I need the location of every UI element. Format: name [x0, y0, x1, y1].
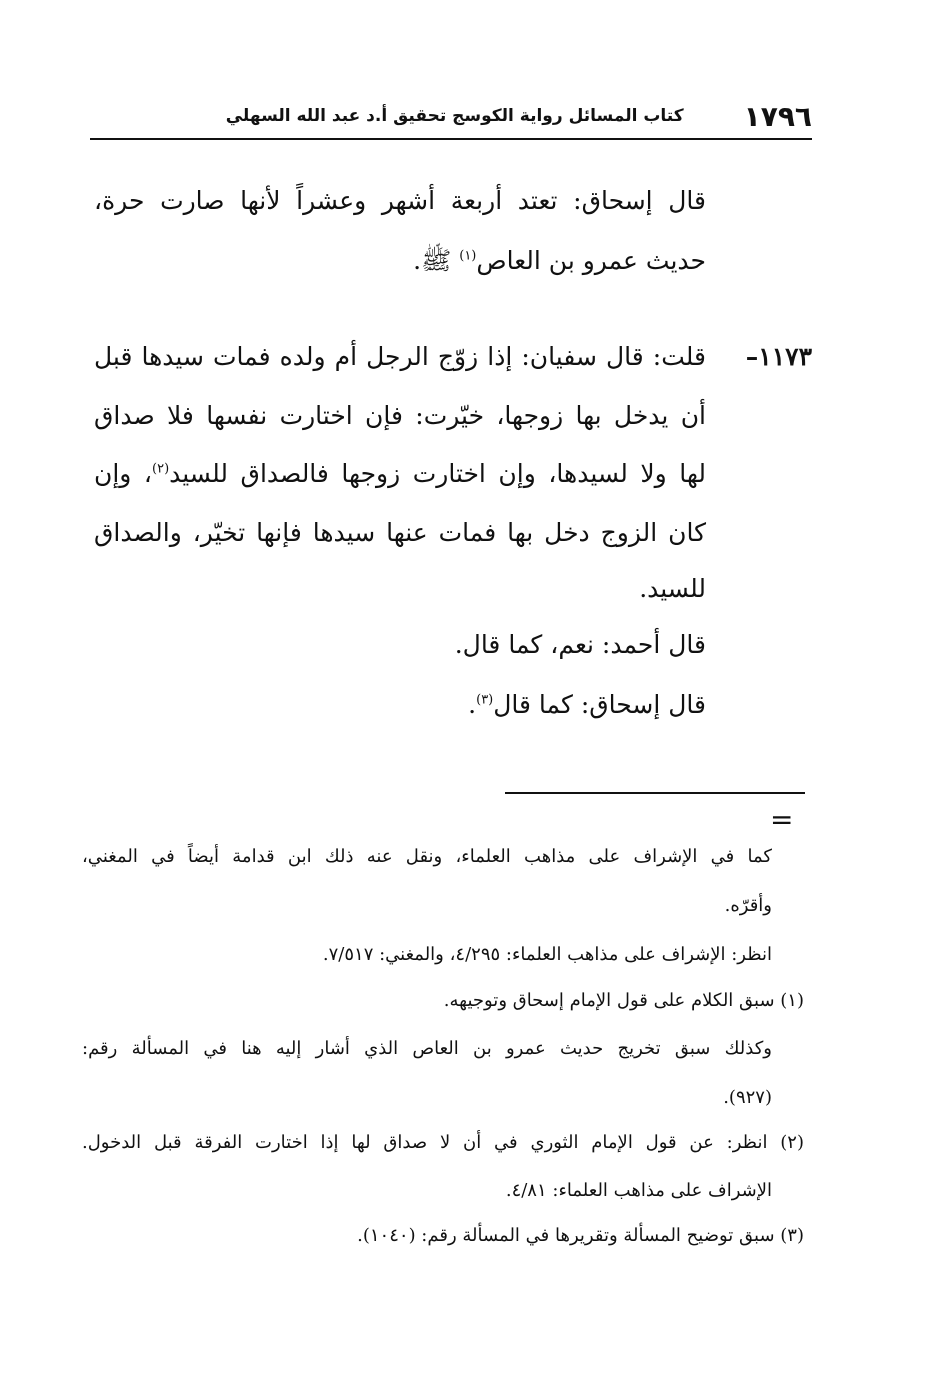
footnote-3: (٣) سبق توضيح المسألة وتقريرها في المسألة رقم: (١٠٤٠).: [357, 1225, 804, 1246]
footnote-line: وأقرّه.: [724, 895, 772, 916]
footnote-line: الإشراف على مذاهب العلماء: ٤/٨١.: [505, 1180, 772, 1201]
page-header: [90, 100, 812, 132]
footnote-line: انظر: الإشراف على مذاهب العلماء: ٤/٢٩٥، والمغني: ٧/٥١٧.: [322, 944, 772, 965]
continuation-mark: =: [770, 803, 794, 836]
body-line: أن يدخل بها زوجها، خيّرت: فإن اختارت نفسها فلا صداق: [94, 401, 706, 430]
footnote-1: (١) سبق الكلام على قول الإمام إسحاق وتوجيهه.: [443, 990, 804, 1011]
footnote-ref[interactable]: (١): [459, 248, 477, 264]
body-line: للسيد.: [639, 574, 706, 603]
body-line: حديث عمرو بن العاص$^{(١)}$ ﷺ.: [413, 246, 706, 275]
header-rule: [90, 138, 812, 140]
body-line: قلت: قال سفيان: إذا زوّج الرجل أم ولده فمات سيدها قبل: [94, 342, 706, 371]
running-title: كتاب المسائل رواية الكوسج تحقيق أ.د عبد الله السهلي: [225, 106, 684, 126]
body-line: كان الزوج دخل بها فمات عنها سيدها فإنها تخيّر، والصداق: [94, 518, 706, 547]
page-number: ١٧٩٦: [743, 99, 812, 133]
footnote-separator: [505, 792, 805, 794]
body-line: لها ولا لسيدها، وإن اختارت زوجها فالصداق للسيد$^{(٢)}$، وإن: [94, 459, 706, 488]
footnote-ref[interactable]: (٣): [476, 692, 494, 708]
ahmad-statement: قال أحمد: نعم، كما قال.: [454, 630, 706, 659]
ishaq-statement: قال إسحاق: كما قال$^{(٣)}$.: [468, 690, 706, 719]
footnote-line: كما في الإشراف على مذاهب العلماء، ونقل عنه ذلك ابن قدامة أيضاً في المغني،: [82, 846, 772, 867]
footnote-2: (٢) انظر: عن قول الإمام الثوري في أن لا صداق لها إذا اختارت الفرقة قبل الدخول.: [82, 1132, 804, 1153]
body-line: قال إسحاق: تعتد أربعة أشهر وعشراً لأنها صارت حرة،: [94, 186, 706, 215]
footnote-ref[interactable]: (٢): [152, 461, 170, 477]
issue-number: ١١٧٣–: [745, 342, 812, 371]
footnote-line: (٩٢٧).: [723, 1087, 772, 1108]
footnote-line: وكذلك سبق تخريج حديث عمرو بن العاص الذي أشار إليه هنا في المسألة رقم:: [82, 1038, 772, 1059]
